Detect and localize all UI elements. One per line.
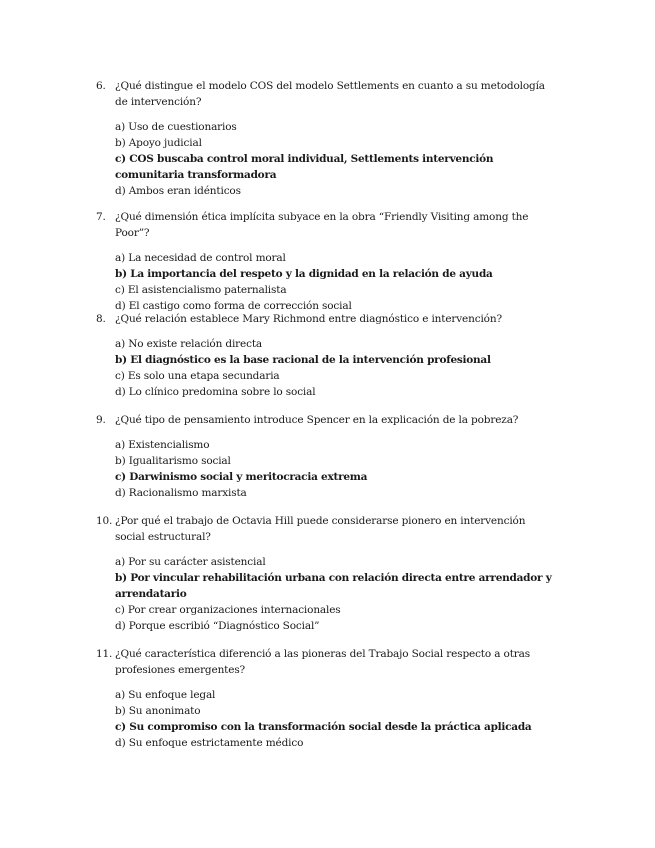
option-a: a) Uso de cuestionarios [115, 121, 237, 133]
option-list [96, 554, 556, 634]
option-b: b) Igualitarismo social [115, 455, 231, 467]
question-text: ¿Qué relación establece Mary Richmond entre diagnóstico e intervención? [115, 313, 502, 325]
question-number: 11. [96, 648, 113, 660]
question-8 [96, 311, 556, 400]
option-d: d) El castigo como forma de corrección social [115, 300, 352, 312]
question-text: ¿Qué distingue el modelo COS del modelo Settlements en cuanto a su metodología de intervención? [115, 80, 545, 108]
question-11 [96, 646, 556, 751]
option-b: b) Su anonimato [115, 705, 201, 717]
option-a: a) Por su carácter asistencial [115, 556, 266, 568]
option-c: c) Es solo una etapa secundaria [115, 370, 280, 382]
question-number: 7. [96, 211, 106, 223]
option-list [96, 119, 556, 199]
question-6 [96, 78, 556, 199]
option-b-correct: b) El diagnóstico es la base racional de la intervención profesional [115, 354, 491, 366]
option-d: d) Racionalismo marxista [115, 487, 247, 499]
question-text: ¿Por qué el trabajo de Octavia Hill puede considerarse pionero en intervención social estructural? [115, 515, 526, 543]
question-number: 8. [96, 313, 106, 325]
option-c-correct: c) Darwinismo social y meritocracia extrema [115, 471, 368, 483]
option-a: a) No existe relación directa [115, 338, 263, 350]
question-10 [96, 513, 556, 634]
option-a: a) Su enfoque legal [115, 689, 216, 701]
option-c-correct: c) Su compromiso con la transformación social desde la práctica aplicada [115, 721, 532, 733]
question-9 [96, 412, 556, 501]
question-7 [96, 209, 556, 314]
option-b-correct: b) La importancia del respeto y la dignidad en la relación de ayuda [115, 268, 493, 280]
option-b-correct: b) Por vincular rehabilitación urbana con relación directa entre arrendador y arrendatario [115, 572, 552, 600]
question-number: 10. [96, 515, 113, 527]
option-b: b) Apoyo judicial [115, 137, 202, 149]
question-text: ¿Qué tipo de pensamiento introduce Spencer en la explicación de la pobreza? [115, 414, 519, 426]
option-list [96, 336, 556, 400]
option-d: d) Ambos eran idénticos [115, 185, 241, 197]
question-text: ¿Qué dimensión ética implícita subyace en la obra “Friendly Visiting among the Poor”? [115, 211, 529, 239]
option-d: d) Su enfoque estrictamente médico [115, 737, 304, 749]
question-number: 6. [96, 80, 106, 92]
option-list [96, 250, 556, 314]
option-a: a) Existencialismo [115, 439, 210, 451]
question-number: 9. [96, 414, 106, 426]
option-d: d) Lo clínico predomina sobre lo social [115, 386, 316, 398]
option-c-correct: c) COS buscaba control moral individual, Settlements intervención comunitaria transformadora [115, 153, 494, 181]
option-c: c) El asistencialismo paternalista [115, 284, 287, 296]
question-text: ¿Qué característica diferenció a las pioneras del Trabajo Social respecto a otras profesiones emergentes? [115, 648, 530, 676]
option-list [96, 687, 556, 751]
option-a: a) La necesidad de control moral [115, 252, 286, 264]
option-d: d) Porque escribió “Diagnóstico Social” [115, 620, 320, 632]
option-list [96, 437, 556, 501]
option-c: c) Por crear organizaciones internacionales [115, 604, 341, 616]
